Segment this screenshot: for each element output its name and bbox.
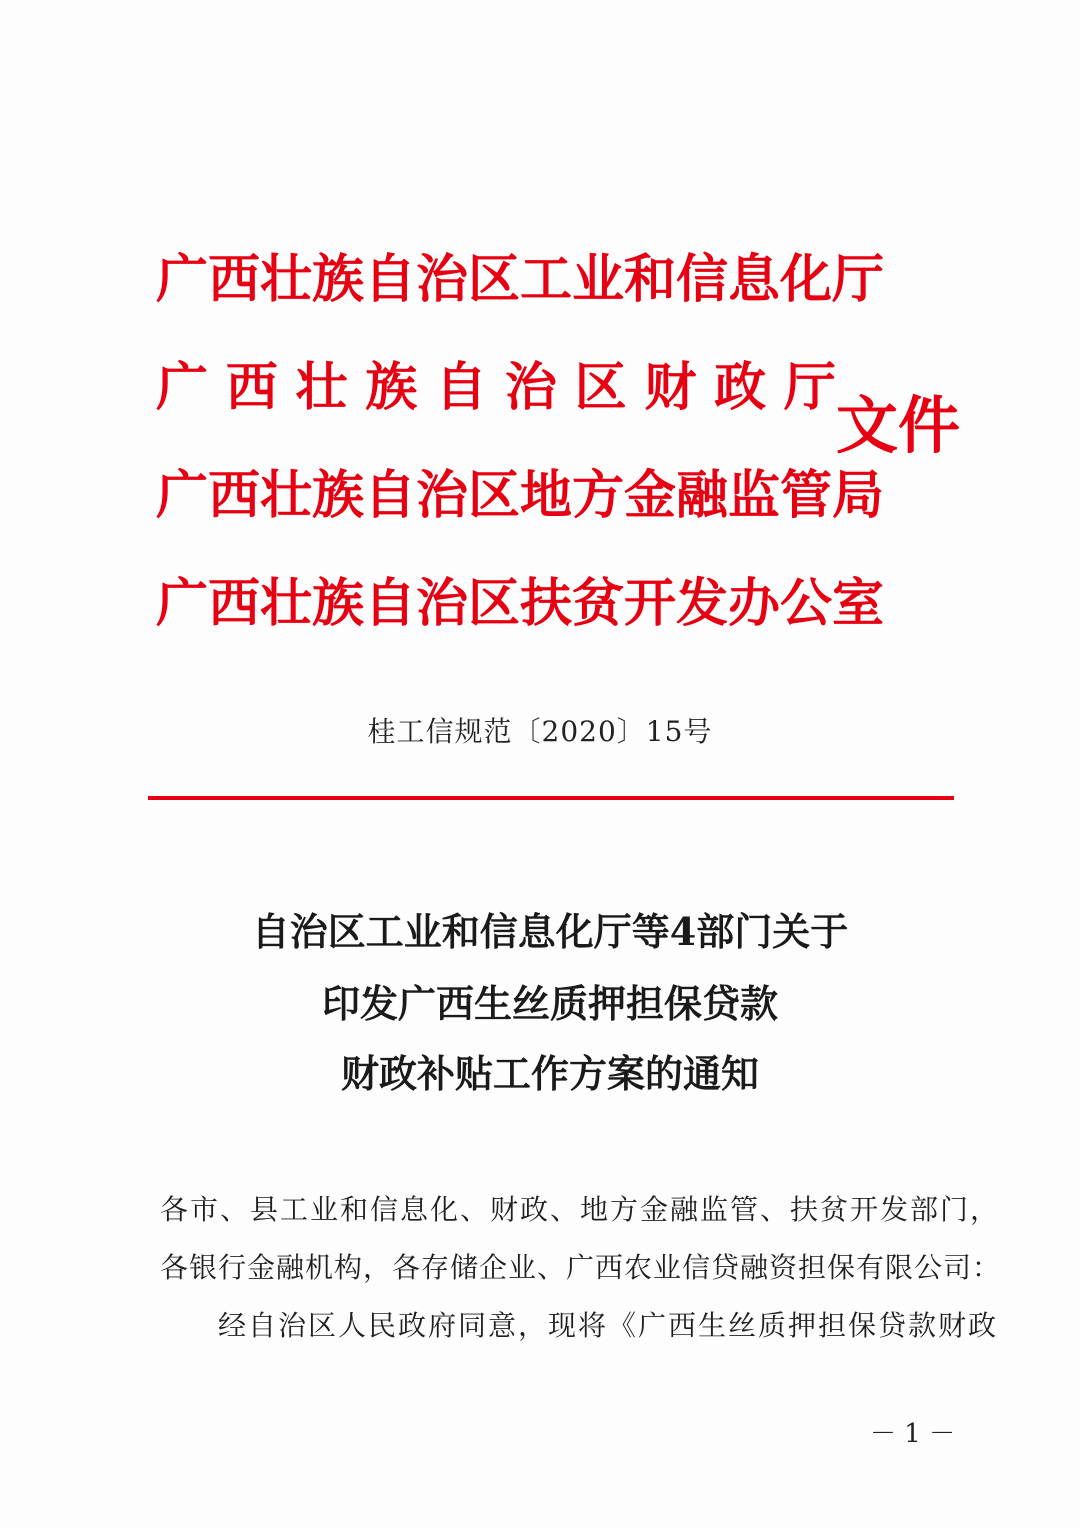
- addressee-line-2: 各银行金融机构，各存储企业、广西农业信贷融资担保有限公司：: [160, 1251, 1002, 1284]
- issuer-line-2-char: 治: [504, 357, 557, 418]
- issuer-line-2-char: 族: [365, 357, 418, 418]
- issuer-line-2-char: 政: [714, 357, 767, 418]
- issuer-line-2: [156, 358, 836, 418]
- issuer-line-2-char: 广: [156, 357, 209, 418]
- issuer-line-3: 广西壮族自治区地方金融监管局: [156, 465, 885, 526]
- issuer-line-2-char: 壮: [295, 357, 348, 418]
- issuer-line-1: 广西壮族自治区工业和信息化厅: [156, 249, 885, 310]
- issuer-line-2-char: 自: [435, 357, 488, 418]
- title-line-2: 印发广西生丝质押担保贷款: [321, 981, 778, 1026]
- document-number: 桂工信规范〔2020〕15号: [367, 715, 713, 748]
- issuer-line-4: 广西壮族自治区扶贫开发办公室: [156, 573, 885, 634]
- issuer-line-2-char: 区: [574, 357, 627, 418]
- red-divider-line: [148, 796, 954, 800]
- issuer-line-2-char: 厅: [783, 357, 836, 418]
- document-suffix: 文件: [836, 389, 961, 462]
- page-number: － 1 －: [870, 1419, 956, 1449]
- issuer-line-2-char: 财: [644, 357, 697, 418]
- paragraph-line-1: 经自治区人民政府同意，现将《广西生丝质押担保贷款财政: [218, 1309, 999, 1342]
- issuer-line-2-char: 西: [225, 357, 278, 418]
- title-line-3: 财政补贴工作方案的通知: [340, 1051, 759, 1096]
- addressee-line-1: 各市、县工业和信息化、财政、地方金融监管、扶贫开发部门，: [160, 1193, 1001, 1226]
- title-line-1: 自治区工业和信息化厅等4部门关于: [251, 909, 849, 954]
